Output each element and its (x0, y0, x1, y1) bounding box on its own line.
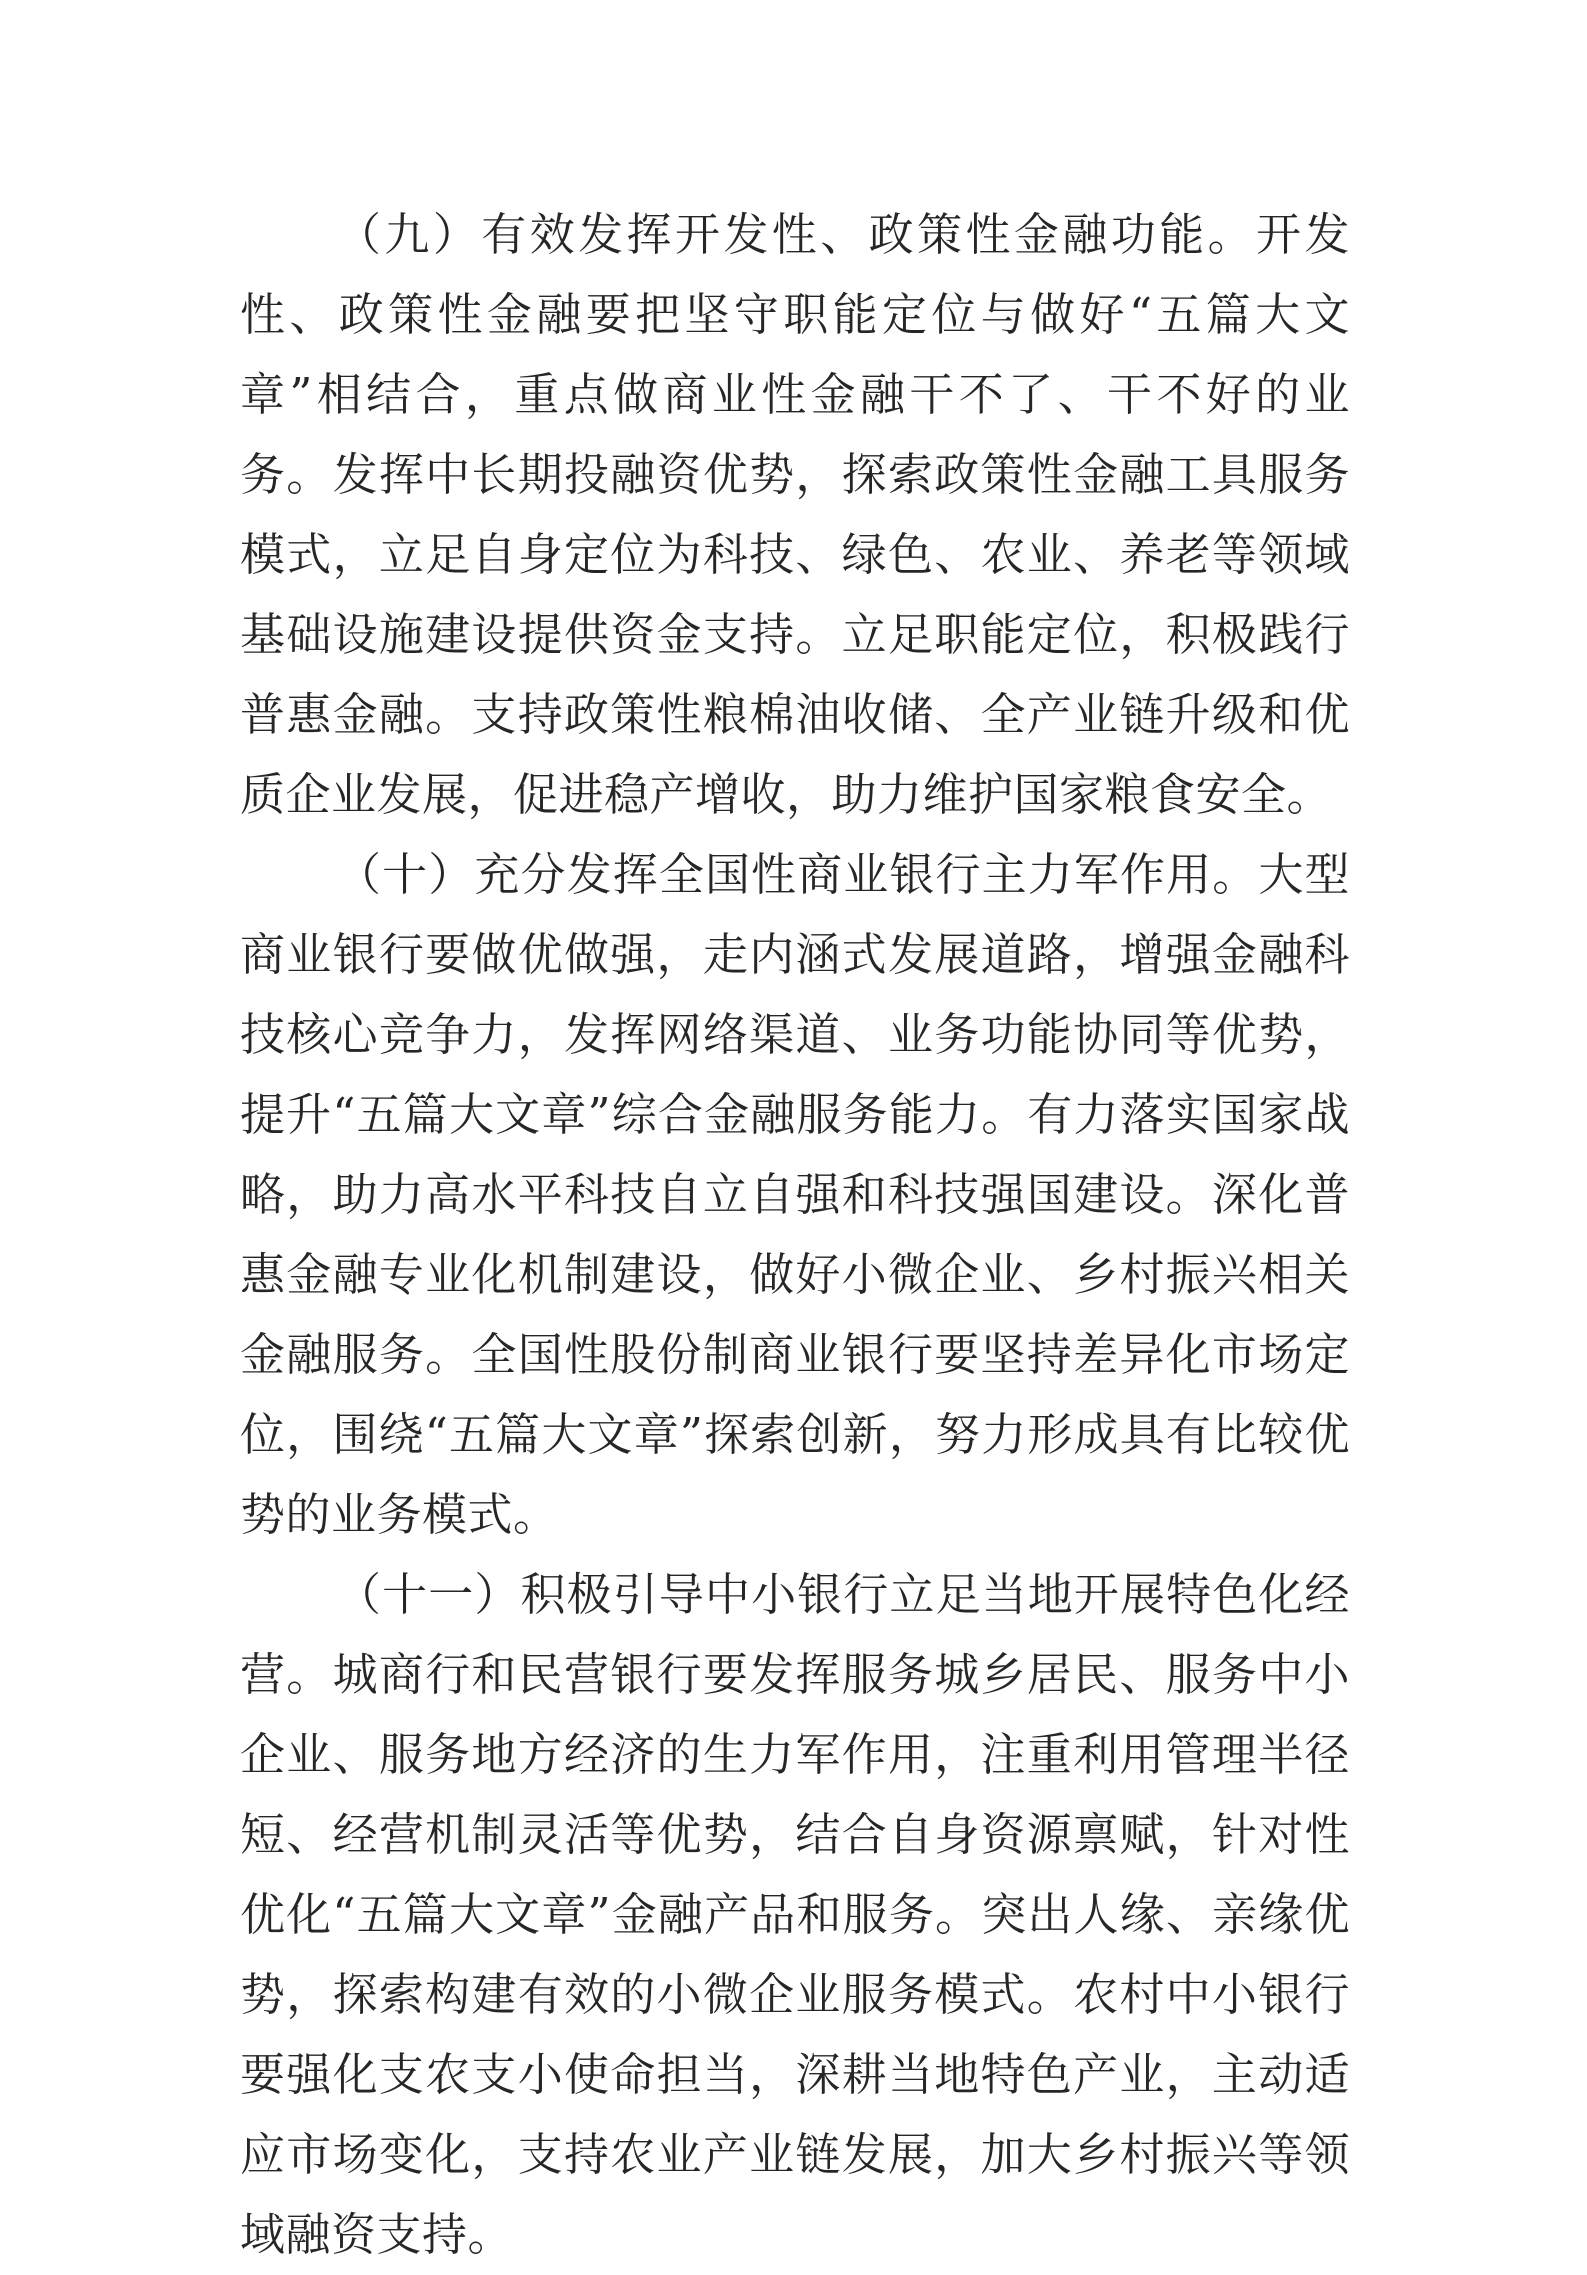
paragraph-9-body: 开发性、政策性金融要把坚守职能定位与做好“五篇大文章”相结合，重点做商业性金融干不了、干不好的业务。发挥中长期投融资优势，探索政策性金融工具服务模式，立足自身定位为科技、绿色、农业、养老等领域基础设施建设提供资金支持。立足职能定位，积极践行普惠金融。支持政策性粮棉油收储、全产业链升级和优质企业发展，促进稳产增收，助力维护国家粮食安全。 (240, 208, 1350, 821)
paragraph-9-heading: （九）有效发挥开发性、政策性金融功能。 (336, 208, 1257, 261)
document-body (240, 195, 1350, 2275)
paragraph-9 (240, 195, 1350, 835)
paragraph-11 (240, 1555, 1350, 2275)
paragraph-10-heading: （十）充分发挥全国性商业银行主力军作用。 (336, 848, 1259, 901)
paragraph-11-body: 城商行和民营银行要发挥服务城乡居民、服务中小企业、服务地方经济的生力军作用，注重利用管理半径短、经营机制灵活等优势，结合自身资源禀赋，针对性优化“五篇大文章”金融产品和服务。突出人缘、亲缘优势，探索构建有效的小微企业服务模式。农村中小银行要强化支农支小使命担当，深耕当地特色产业，主动适应市场变化，支持农业产业链发展，加大乡村振兴等领域融资支持。 (240, 1648, 1350, 2261)
paragraph-10-body: 大型商业银行要做优做强，走内涵式发展道路，增强金融科技核心竞争力，发挥网络渠道、业务功能协同等优势，提升“五篇大文章”综合金融服务能力。有力落实国家战略，助力高水平科技自立自强和科技强国建设。深化普惠金融专业化机制建设，做好小微企业、乡村振兴相关金融服务。全国性股份制商业银行要坚持差异化市场定位，围绕“五篇大文章”探索创新，努力形成具有比较优势的业务模式。 (240, 848, 1350, 1541)
paragraph-11-heading: （十一）积极引导中小银行立足当地开展特色化经营。 (240, 1568, 1350, 1701)
paragraph-10 (240, 835, 1350, 1555)
